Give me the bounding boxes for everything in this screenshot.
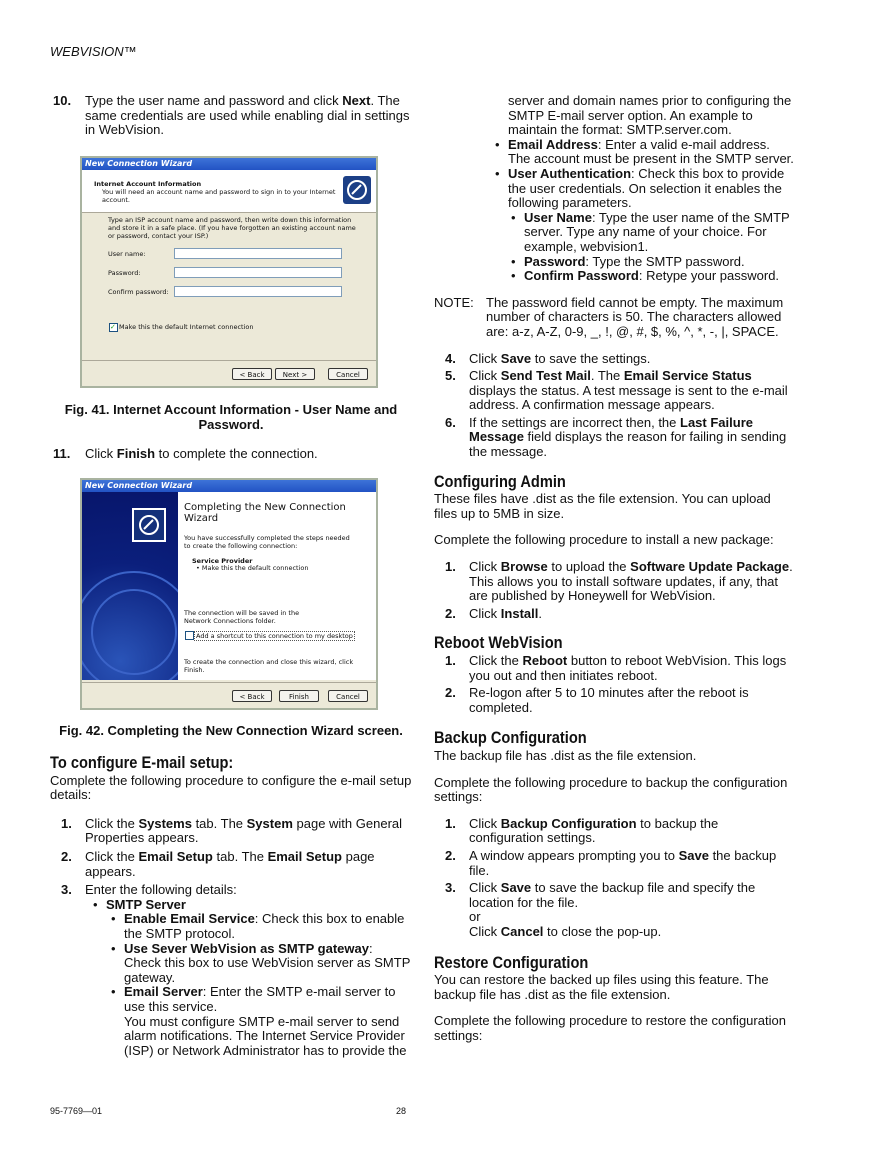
configuring-admin-heading: Configuring Admin bbox=[434, 471, 566, 491]
email-step-6: 6. If the settings are incorrect then, the Last Failure Message field displays the reason for failing in sending the message. bbox=[445, 414, 787, 460]
backup-p1: The backup file has .dist as the file extension. bbox=[434, 747, 697, 763]
wizard2-close-note: To create the connection and close this wizard, click Finish. bbox=[184, 658, 354, 674]
admin-step-2: 2. Click Install. bbox=[445, 605, 542, 621]
restore-p2: Complete the following procedure to restore the configuration settings: bbox=[434, 1013, 786, 1043]
email-server-continued: server and domain names prior to configuring the SMTP E-mail server option. An example to maintain the format: SMTP.server.com. bbox=[508, 93, 792, 138]
confirm-password-bullet: • Confirm Password: Retype your password. bbox=[508, 269, 794, 284]
password-field[interactable] bbox=[174, 267, 342, 278]
figure-42-caption: Fig. 42. Completing the New Connection Wizard screen. bbox=[59, 723, 403, 738]
email-step-2: 2. Click the Email Setup tab. The Email Setup page appears. bbox=[61, 848, 375, 879]
step-11: 11. Click Finish to complete the connection. bbox=[53, 446, 318, 461]
wizard-phone-icon bbox=[343, 176, 371, 204]
wizard-title-bar: New Connection Wizard bbox=[82, 158, 376, 170]
default-connection-label: Make this the default Internet connection bbox=[119, 323, 254, 331]
wizard2-cancel-button[interactable]: Cancel bbox=[328, 690, 368, 702]
back-button[interactable]: < Back bbox=[232, 368, 272, 380]
backup-heading: Backup Configuration bbox=[434, 728, 587, 748]
wizard2-bullet: • Make this the default connection bbox=[196, 564, 309, 572]
email-server-bullet: • Email Server: Enter the SMTP e-mail server to use this service. You must configure SMTP e-mail server to send alarm notifications. The Internet Service Provider (ISP) or Network Administrator has to provide the bbox=[108, 985, 412, 1058]
email-step-3: 3. Enter the following details: bbox=[61, 882, 237, 898]
completing-wizard-screenshot bbox=[80, 478, 378, 710]
wizard2-saved-note: The connection will be saved in the Network Connections folder. bbox=[184, 609, 300, 625]
note-block: NOTE: The password field cannot be empty. The maximum number of characters is 50. The characters allowed are: a-z, A-Z, 0-9, _, !, @, #, $, %, ^, *, -, |, SPACE. bbox=[434, 294, 784, 339]
reboot-heading: Reboot WebVision bbox=[434, 633, 563, 653]
wizard2-title-bar: New Connection Wizard bbox=[82, 480, 376, 492]
left-column bbox=[50, 94, 412, 142]
wizard2-heading: Completing the New Connection Wizard bbox=[184, 502, 346, 524]
shortcut-checkbox[interactable] bbox=[185, 631, 194, 640]
enable-email-bullet: • Enable Email Service: Check this box to enable the SMTP protocol. bbox=[108, 912, 412, 941]
confirm-password-label: Confirm password: bbox=[108, 288, 169, 296]
figure-41-caption: Fig. 41. Internet Account Information - User Name and Password. bbox=[64, 402, 398, 432]
backup-step-3: 3. Click Save to save the backup file and specify the location for the file. or Click Cancel to close the pop-up. bbox=[445, 880, 756, 939]
backup-step-2: 2. A window appears prompting you to Save the backup file. bbox=[445, 847, 777, 878]
user-auth-bullet: • User Authentication: Check this box to provide the user credentials. On selection it enables the following parameters. bbox=[492, 167, 794, 211]
restore-heading: Restore Configuration bbox=[434, 952, 589, 972]
wizard-description: Type an ISP account name and password, then write down this information and store it in a safe place. (If you have forgotten an existing account name or password, contact your ISP.) bbox=[108, 216, 356, 240]
admin-p2: Complete the following procedure to install a new package: bbox=[434, 532, 774, 548]
backup-p2: Complete the following procedure to backup the configuration settings: bbox=[434, 774, 788, 805]
running-header: WEBVISION™ bbox=[50, 44, 137, 59]
admin-p1: These files have .dist as the file extension. You can upload files up to 5MB in size. bbox=[434, 491, 771, 521]
admin-step-1: 1. Click Browse to upload the Software Update Package. This allows you to install software updates, if any, that are published by Honeywell for WebVision. bbox=[445, 559, 793, 604]
wizard-subheading: You will need an account name and password to sign in to your Internet account. bbox=[102, 188, 336, 204]
smtp-server-bullet: • SMTP Server bbox=[90, 898, 412, 913]
email-address-bullet: • Email Address: Enter a valid e-mail address. The account must be present in the SMTP server. bbox=[492, 138, 794, 167]
reboot-step-2: 2. Re-logon after 5 to 10 minutes after the reboot is completed. bbox=[445, 685, 749, 715]
service-provider-label: Service Provider bbox=[192, 557, 253, 565]
smtp-gateway-bullet: • Use Sever WebVision as SMTP gateway: Check this box to use WebVision server as SMTP gateway. bbox=[108, 942, 412, 986]
wizard-heading: Internet Account Information bbox=[94, 180, 202, 188]
user-name-field[interactable] bbox=[174, 248, 342, 259]
wizard-side-banner bbox=[82, 492, 178, 680]
footer-page-number: 28 bbox=[396, 1106, 407, 1116]
password-bullet: • Password: Type the SMTP password. bbox=[508, 255, 794, 270]
wizard2-intro: You have successfully completed the steps needed to create the following connection: bbox=[184, 534, 350, 550]
email-step-4: 4. Click Save to save the settings. bbox=[445, 350, 651, 366]
internet-account-wizard-screenshot bbox=[80, 156, 378, 388]
shortcut-label: Add a shortcut to this connection to my desktop bbox=[196, 632, 353, 640]
default-connection-checkbox[interactable]: ✓ bbox=[109, 323, 118, 332]
email-step-1: 1. Click the Systems tab. The System page with General Properties appears. bbox=[61, 815, 403, 846]
reboot-step-1: 1. Click the Reboot button to reboot WebVision. This logs you out and then initiates reboot. bbox=[445, 653, 787, 683]
step-10: 10. Type the user name and password and click Next. The same credentials are used while enabling dial in settings in WebVision. bbox=[53, 93, 410, 138]
email-setup-intro: Complete the following procedure to configure the e-mail setup details: bbox=[50, 772, 412, 803]
cancel-button[interactable]: Cancel bbox=[328, 368, 368, 380]
restore-p1: You can restore the backed up files using this feature. The backup file has .dist as the file extension. bbox=[434, 972, 769, 1002]
confirm-password-field[interactable] bbox=[174, 286, 342, 297]
user-name-bullet: • User Name: Type the user name of the SMTP server. Type any name of your choice. For example, webvision1. bbox=[508, 211, 794, 255]
email-setup-heading: To configure E-mail setup: bbox=[50, 753, 234, 772]
email-step-5: 5. Click Send Test Mail. The Email Service Status displays the status. A test message is sent to the e-mail address. A confirmation message appears. bbox=[445, 368, 788, 413]
right-column bbox=[434, 94, 794, 1043]
password-label: Password: bbox=[108, 269, 141, 277]
wizard2-phone-icon bbox=[132, 508, 166, 542]
finish-button[interactable]: Finish bbox=[279, 690, 319, 702]
wizard2-back-button[interactable]: < Back bbox=[232, 690, 272, 702]
footer-doc-number: 95-7769—01 bbox=[50, 1106, 103, 1116]
next-button[interactable]: Next > bbox=[275, 368, 315, 380]
user-name-label: User name: bbox=[108, 250, 146, 258]
email-setup-section bbox=[50, 753, 412, 1058]
backup-step-1: 1. Click Backup Configuration to backup the configuration settings. bbox=[445, 815, 719, 846]
